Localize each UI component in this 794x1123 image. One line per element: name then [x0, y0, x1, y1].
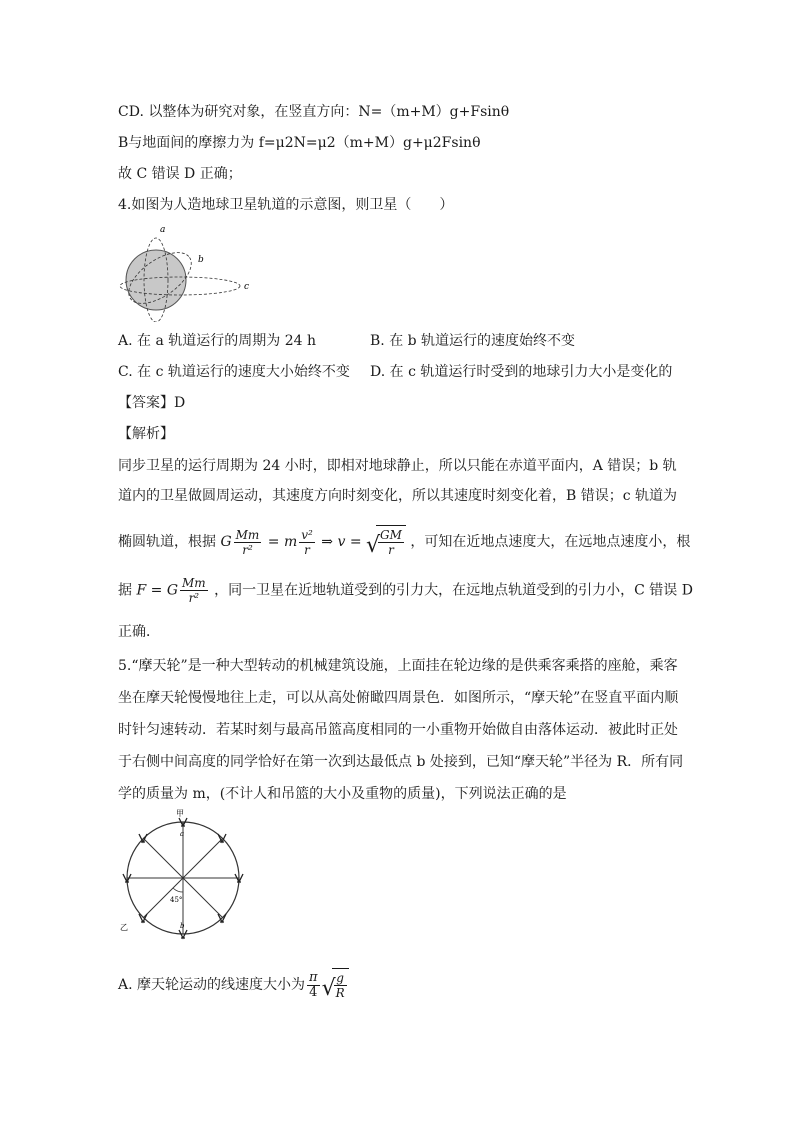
formula-g-2: G — [166, 582, 178, 599]
formula-eq-1: = — [267, 534, 280, 550]
answer-label: 【答案】D — [118, 395, 186, 411]
label-a: a — [160, 225, 166, 235]
analysis-para-2: 道内的卫星做圆周运动，其速度方向时刻变化，所以其速度时刻变化着，B 错误；c 轨道为 — [118, 488, 678, 504]
formula-eq-3: = — [150, 582, 163, 599]
question-5-para-4: 于右侧中间高度的同学恰好在第一次到达最低点 b 处接到，已知“摩天轮”半径为 R．所有同 — [118, 754, 684, 770]
analysis-para-4-pre: 据 — [118, 582, 132, 599]
sqrt-gm-r: √ $\frac{GM}{r}$ — [366, 525, 406, 559]
text-line-cd: CD. 以整体为研究对象，在竖直方向：N=（m+M）g+Fsinθ — [118, 104, 510, 120]
label-b: b — [198, 255, 204, 265]
question-5-para-3: 时针匀速转动．若某时刻与最高吊篮高度相同的一小重物开始做自由落体运动．被此时正处 — [118, 722, 678, 738]
q5-option-a-text: A. 摩天轮运动的线速度大小为 — [118, 977, 306, 993]
label-angle: 45° — [170, 896, 183, 904]
analysis-para-4 — [118, 576, 693, 605]
label-yi: 乙 — [120, 923, 128, 932]
analysis-para-5: 正确． — [118, 624, 160, 640]
fraction-v2-r: $\frac{\text{v²}}{r}$ — [301, 527, 313, 557]
analysis-para-3-post: ，可知在近地点速度大，在远地点速度小，根 — [410, 534, 691, 550]
analysis-heading: 【解析】 — [118, 426, 174, 442]
formula-g: G — [220, 534, 232, 550]
wheel-spokes — [127, 822, 239, 934]
option-d: D. 在 c 轨道运行时受到的地球引力大小是变化的 — [370, 364, 673, 380]
fraction-mm-r2: $\frac{Mm}{\text{r²}}$ — [235, 527, 260, 557]
label-jia: 甲 — [176, 809, 184, 818]
q5-option-a — [118, 968, 349, 1002]
fraction-mm-r2-2: $\frac{Mm}{\text{r²}}$ — [182, 576, 206, 605]
label-c: c — [244, 282, 250, 292]
formula-eq-2: = — [349, 534, 362, 550]
option-a: A. 在 a 轨道运行的周期为 24 h — [118, 333, 316, 349]
satellite-orbit-figure — [118, 222, 258, 322]
analysis-para-1: 同步卫星的运行周期为 24 小时，即相对地球静止，所以只能在赤道平面内，A 错误；b 轨 — [118, 458, 677, 474]
sqrt-g-r: √ $\frac{g}{R}$ — [322, 968, 349, 1002]
angle-arc — [173, 888, 183, 892]
option-b: B. 在 b 轨道运行的速度始终不变 — [370, 333, 576, 349]
analysis-para-4-post: ，同一卫星在近地轨道受到的引力大，在远地点轨道受到的引力小，C 错误 D — [214, 582, 693, 599]
analysis-para-3 — [118, 525, 690, 559]
question-5-para-2: 坐在摩天轮慢慢地往上走，可以从高处俯瞰四周景色．如图所示，“摩天轮”在竖直平面内顺 — [118, 690, 679, 706]
label-b-bottom: b — [180, 922, 185, 930]
formula-v: v — [337, 534, 346, 550]
question-5-para-5: 学的质量为 m，(不计人和吊篮的大小及重物的质量)，下列说法正确的是 — [118, 786, 567, 802]
formula-m: m — [283, 534, 298, 550]
formula-implies: ⇒ — [321, 534, 334, 550]
fraction-pi-4: $\frac{\pi}{4}$ — [309, 969, 318, 1000]
text-line-conclusion: 故 C 错误 D 正确； — [118, 166, 242, 182]
option-c: C. 在 c 轨道运行的速度大小始终不变 — [118, 364, 350, 380]
ferris-wheel-figure — [118, 808, 254, 944]
question-4-stem: 4.如图为人造地球卫星轨道的示意图，则卫星（ ） — [118, 197, 454, 213]
formula-f: F — [136, 582, 147, 599]
analysis-para-3-pre: 椭圆轨道，根据 — [118, 534, 216, 550]
question-5-para-1: 5.“摩天轮”是一种大型转动的机械建筑设施，上面挂在轮边缘的是供乘客乘搭的座舱，乘客 — [118, 658, 678, 674]
text-line-friction: B与地面间的摩擦力为 f=μ2N=μ2（m+M）g+μ2Fsinθ — [118, 135, 481, 151]
label-a-top: a — [180, 830, 185, 838]
